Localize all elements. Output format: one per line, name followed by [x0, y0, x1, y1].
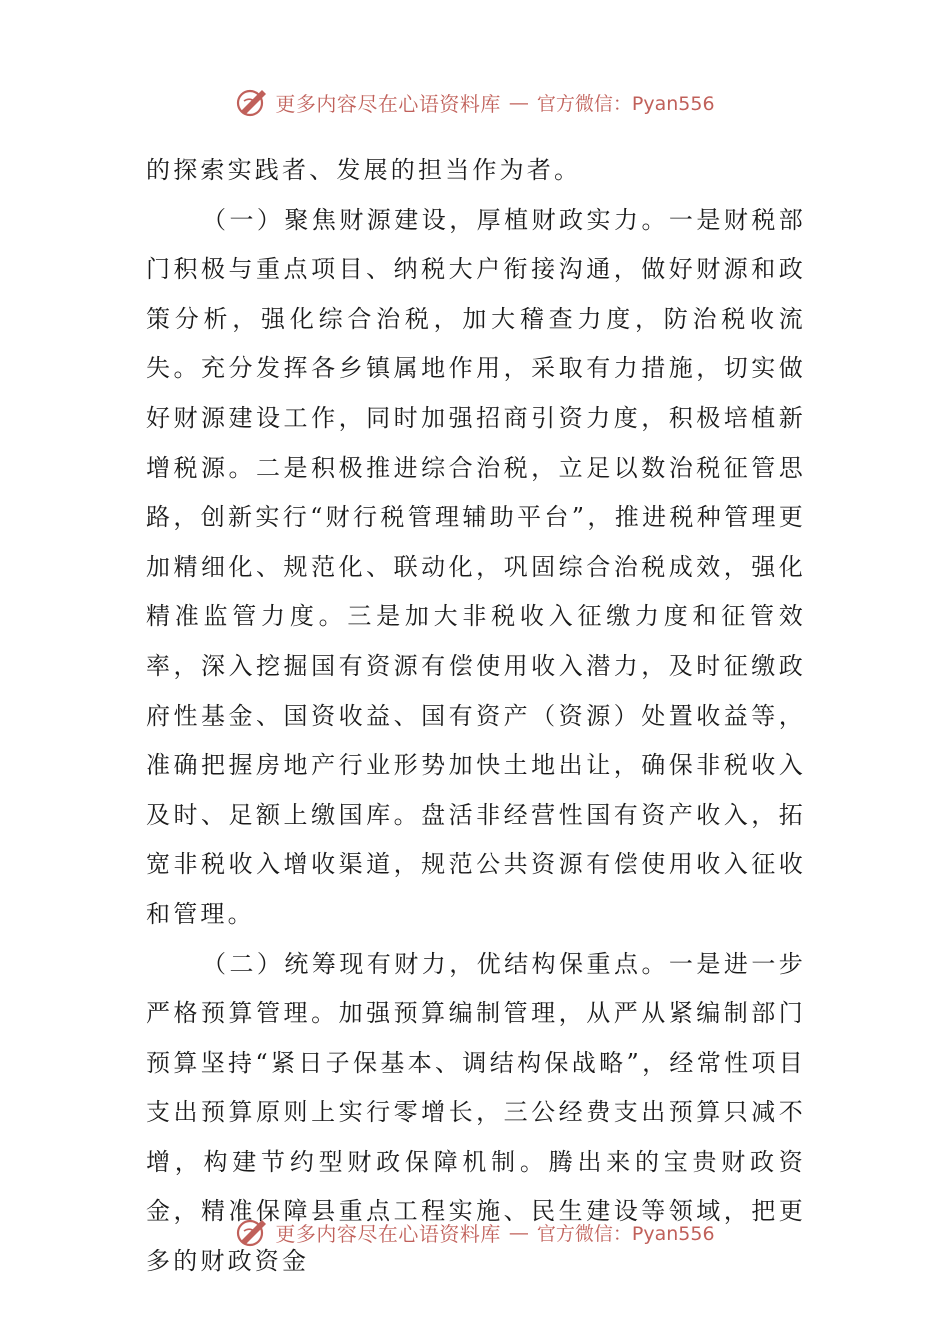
pen-seal-icon	[235, 1215, 269, 1249]
paragraph: （二）统筹现有财力，优结构保重点。一是进一步严格预算管理。加强预算编制管理，从严从紧编制部门预算坚持“紧日子保基本、调结构保战略”，经常性项目支出预算原则上实行零增长，三公经费支出预算只减不增，构建节约型财政保障机制。腾出来的宝贵财政资金，精准保障县重点工程实施、民生建设等领域，把更多的财政资金	[146, 949, 806, 1276]
watermark-separator: —	[508, 90, 529, 114]
watermark-footer	[0, 1212, 950, 1252]
paragraph: 的探索实践者、发展的担当作为者。	[146, 156, 582, 184]
watermark-contact: 官方微信：Pyan556	[536, 1222, 715, 1245]
paragraph: （一）聚焦财源建设，厚植财政实力。一是财税部门积极与重点项目、纳税大户衔接沟通，做好财源和政策分析，强化综合治税，加大稽查力度，防治税收流失。充分发挥各乡镇属地作用，采取有力措施，切实做好财源建设工作，同时加强招商引资力度，积极培植新增税源。二是积极推进综合治税，立足以数治税征管思路，创新实行“财行税管理辅助平台”，推进税种管理更加精细化、规范化、联动化，巩固综合治税成效，强化精准监管力度。三是加大非税收入征缴力度和征管效率，深入挖掘国有资源有偿使用收入潜力，及时征缴政府性基金、国资收益、国有资产（资源）处置收益等，准确把握房地产行业形势加快土地出让，确保非税收入及时、足额上缴国库。盘活非经营性国有资产收入，拓宽非税收入增收渠道，规范公共资源有偿使用收入征收和管理。	[146, 205, 806, 928]
watermark-text: 更多内容尽在心语资料库	[275, 1221, 501, 1246]
watermark-contact: 官方微信：Pyan556	[536, 92, 715, 115]
pen-seal-icon	[235, 85, 269, 119]
watermark-text: 更多内容尽在心语资料库	[275, 91, 501, 116]
document-body	[146, 146, 806, 1287]
watermark-separator: —	[508, 1220, 529, 1244]
watermark-header	[0, 82, 950, 122]
